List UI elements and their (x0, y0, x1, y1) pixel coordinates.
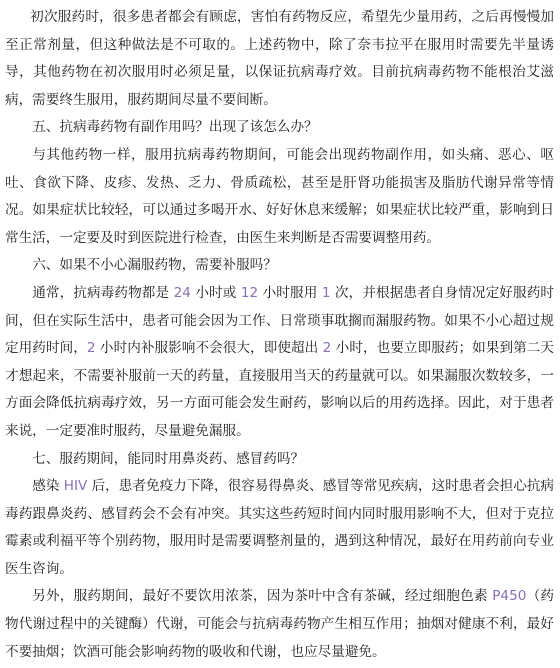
paragraph-side-effects: 与其他药物一样，服用抗病毒药物期间，可能会出现药物副作用，如头痛、恶心、呕吐、食欲下降、皮疹、发热、乏力、骨质疏松，甚至是肝肾功能损害及脂肪代谢异常等情况。如果症状比较轻，可以通过多喝开水、好好休息来缓解；如果症状比较严重，影响到日常生活，一定要及时到医院进行检查，由医生来判断是否需要调整用药。 (5, 146, 554, 246)
inline-term: HIV (63, 478, 88, 495)
section-heading-cold-medicine: 七、服药期间，能同时用鼻炎药、感冒药吗？ (32, 450, 305, 467)
inline-term: P450 (492, 588, 527, 605)
paragraph-tea-smoking-alcohol: 另外，服药期间，最好不要饮用浓茶，因为茶叶中含有茶碱，经过细胞色素 P450（药物代谢过程中的关键酶）代谢，可能会与抗病毒药物产生相互作用；抽烟对健康不利，最好不要抽烟；饮酒可能会影响药物的吸收和代谢，也应尽量避免。 (5, 588, 554, 660)
inline-term: 24 (173, 284, 191, 301)
paragraph-missed-dose: 通常，抗病毒药物都是 24 小时或 12 小时服用 1 次，并根据患者自身情况定好服药时间，但在实际生活中，患者可能会因为工作、日常琐事耽搁而漏服药物。如果不小心超过规定用药时间，2 小时内补服影响不会很大，即使超出 2 小时，也要立即服药；如果到第二天才想起来，不需要补服前一天的药量，直接服用当天的药量就可以。如果漏服次数较多，一方面会降低抗病毒疗效，另一方面可能会发生耐药，影响以后的用药选择。因此，对于患者来说，一定要准时服药，尽量避免漏服。 (5, 284, 554, 439)
inline-term: 1 (321, 284, 331, 301)
section-heading-missed-dose: 六、如果不小心漏服药物，需要补服吗？ (32, 257, 277, 274)
inline-term: 2 (86, 340, 96, 357)
section-heading-side-effects: 五、抗病毒药物有副作用吗？出现了该怎么办？ (32, 119, 318, 136)
paragraph-cold-medicine: 感染 HIV 后，患者免疫力下降，很容易得鼻炎、感冒等常见疾病，这时患者会担心抗病毒药跟鼻炎药、感冒药会不会有冲突。其实这些药短时间内同时服用影响不大，但对于克拉霉素或利福平等个别药物，服用时是需要调整剂量的，遇到这种情况，最好在用药前向专业医生咨询。 (5, 478, 554, 577)
inline-term: 12 (240, 284, 259, 301)
paragraph-initial-dosing: 初次服药时，很多患者都会有顾虑，害怕有药物反应，希望先少量用药，之后再慢慢加至正常剂量，但这种做法是不可取的。上述药物中，除了奈韦拉平在服用时需要先半量诱导，其他药物在初次服用时必须足量，以保证抗病毒疗效。目前抗病毒药物不能根治艾滋病，需要终生服用，服药期间尽量不要间断。 (5, 9, 554, 108)
inline-term: 2 (322, 340, 332, 357)
